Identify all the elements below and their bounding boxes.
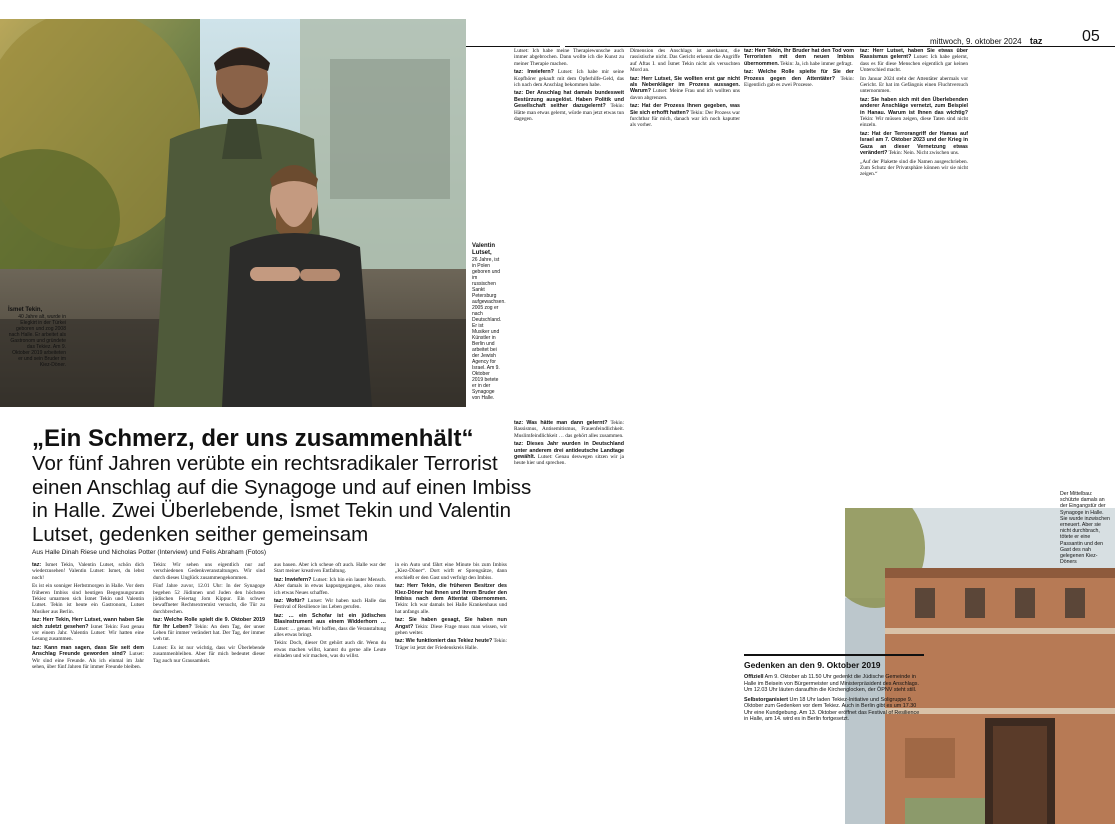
interview-question: taz: Herr Tekin, die früheren Besitzer des Kiez-Döner hat Ihnen und Ihrem Bruder den Imbiss nach dem Attentat übernommen. — [395, 583, 507, 603]
paragraph — [860, 97, 968, 129]
info-box-label-2: Selbstorganisiert — [744, 696, 789, 703]
paragraph — [630, 103, 740, 129]
paragraph — [860, 48, 968, 74]
interview-question: taz: Hat der Terrorangriff der Hamas auf Israel am 7. Oktober 2023 und der Krieg in Gaza an dieser Vernetzung etwas verändert? — [860, 130, 968, 157]
article-column-4 — [395, 562, 507, 822]
paragraph — [744, 69, 854, 88]
article-column-7 — [860, 48, 968, 488]
paragraph-text: Lutset: … genau. Wir hoffen, dass die Veranstaltung alles etwas bringt. — [274, 625, 386, 639]
interview-question: taz: Kann man sagen, dass Sie seit dem Anschlag Freunde geworden sind? — [32, 644, 144, 658]
header-rule-right — [565, 46, 1115, 47]
paragraph — [32, 645, 144, 671]
interview-question: taz: Wofür? — [274, 598, 305, 605]
interview-question: taz: Der Anschlag hat damals bundesweit Bestürzung ausgelöst. Haben Politik und Gesellschaft seither dazugelernt? — [514, 90, 624, 110]
interview-question: taz: Inwiefern? — [274, 576, 312, 583]
caption-tekin — [8, 307, 66, 368]
article-column-5 — [514, 48, 624, 428]
paragraph-text: „Auf der Plakette sind die Namen ausgeschrieben. Zum Schutz der Privatsphäre können wir sie nicht zeigen.“ — [860, 158, 968, 178]
info-box-label-1: Offiziell — [744, 674, 764, 680]
article-credit: Aus Halle Dinah Riese und Nicholas Potter (Interview) und Felis Abraham (Fotos) — [32, 549, 267, 556]
paragraph-text: Tekin: Diese Frage muss man wissen, wir gehen weiter. — [395, 623, 507, 637]
paragraph — [630, 48, 740, 74]
paragraph — [153, 645, 265, 664]
paragraph — [514, 69, 624, 88]
paragraph — [32, 617, 144, 643]
paragraph-text: Tekin: Träger ist jetzt der Friedenskreis Halle. — [395, 638, 507, 651]
paragraph-text: Tekin: An dem Tag, der unser Leben für immer verändert hat. Der Tag, der immer weh tut. — [153, 623, 265, 643]
caption-tekin-text: 40 Jahre alt, wurde in Elegkirt in der Türkei geboren und zog 2008 nach Halle. Er arbeitet als Gastronom und gründete das Tekiez. Am 9. Oktober 2019 arbeiteten er und sein Bruder im Kiez-Döner. — [8, 314, 66, 369]
paragraph-text: Tekin: Eigentlich gab es zwei Prozesse. — [744, 75, 854, 89]
paragraph-text: Ismet Tekin: Fast genau vor einem Jahr. Valentin Lutset: Wir hatten eine Lesung zusammen. — [32, 623, 144, 643]
caption-synagogue: Der Mittelbau: schützte damals an der Eingangstür der Synagoge in Halle. Sie wurde inzwischen erneuert. Aber sie nicht durchbrach, tötete er eine Passantin und den Gast des nah gelegenen Kiez-Döners — [1060, 491, 1110, 566]
interview-question: taz: Hat der Prozess Ihnen gegeben, was Sie sich erhofft hatten? — [630, 103, 740, 116]
portrait-photo-svg — [0, 19, 466, 407]
paragraph-text: Lutset: Ich habe mir seine Kopfhörer gekauft mit dem Opferhilfe-Geld, das ich nach dem Anschlag bekommen habe. — [514, 69, 624, 89]
info-box-text-2: Um 18 Uhr laden Tekiez-Initiative und Soligruppe 9. Oktober zum Gedenken vor dem Tekiez. Auch in Berlin gibt es um 17.30 Uhr eine Kundgebung. Am 13. Oktober eröffnet das Festival of Resilience in Halle, am 14. wird es in Berlin fortgesetzt. — [744, 696, 920, 722]
paragraph-text: Lutset: Wir haben nach Halle das Festival of Resilience ins Leben gerufen. — [274, 598, 386, 611]
caption-lutset-text: 26 Jahre, ist in Polen geboren und im russischen Sankt Petersburg aufgewachsen. 2005 zog er nach Deutschland. Er ist Musiker und Künstler in Berlin und arbeitet bei der Jewish Agency for Israel. Am 9. Oktober 2019 betete er in der Synagoge von Halle. — [472, 257, 506, 402]
article-headline: „Ein Schmerz, der uns zusammenhält“ — [32, 425, 474, 452]
paragraph — [32, 562, 144, 581]
paragraph — [744, 48, 854, 67]
interview-question: taz: Sie haben sich mit den Überlebenden anderer Anschläge vernetzt, zum Beispiel in Hanau. Warum ist Ihnen das wichtig? — [860, 96, 968, 116]
paragraph-text: Lutset: Ich habe meine Therapiewunsche auch immer abgebrochen. Dann wollte ich die Kunst zu meiner Therapie machen. — [514, 48, 624, 67]
paragraph-text: Tekin: Nein. Nicht zwischen uns. — [887, 150, 960, 157]
paragraph-text: Tekin: Rassismus, Antisemitismus, Frauenfeindlichkeit. Muslimfeindlichkeit … das gehört alles zusammen. — [514, 420, 624, 439]
interview-question: taz: Wie funktioniert das Tekiez heute? — [395, 638, 493, 645]
article-column-6b — [744, 48, 854, 648]
portrait-photo — [0, 19, 466, 407]
page-number-right: 05 — [1082, 28, 1100, 45]
paragraph — [274, 598, 386, 611]
article-column-1 — [32, 562, 144, 822]
paragraph — [32, 583, 144, 615]
paragraph-text: in ein Auto und fährt eine Minute bis zum Imbiss „Kiez-Döner“. Dort wirft er Sprengsätze, dann erschießt er den Gast und verfolgt den Imbiss. — [395, 562, 507, 581]
paragraph — [630, 76, 740, 102]
paragraph-text: Fünf Jahre zuvor, 12.01 Uhr: In der Synagoge begehen 52 Jüdinnen und Juden den höchsten jüdischen Feiertag Jom Kippur. Ein schwer bewaffneter Rechtsextremist versucht, die Tür zu durchbrechen. — [153, 583, 265, 615]
paragraph-text: Tekin: Der Prozess war furchtbar für mich, danach war ich noch kaputter als vorher. — [630, 109, 740, 129]
paragraph — [153, 617, 265, 643]
paragraph-text: aus bauen. Aber ich scheue oft auch. Halle war der Start meiner kreativen Entfaltung. — [274, 562, 386, 575]
interview-question: taz: … ein Schofar ist ein jüdisches Blasinstrument aus einem Widderhorn … — [274, 612, 386, 626]
paragraph — [153, 583, 265, 615]
info-box-body — [744, 674, 920, 723]
paragraph-text: Dimension des Anschlags ist anerkannt, die rassistische nicht. Das Gericht erkennt die Angriffe auf Aftas I. und İsmet Tekin nicht als versuchten Mord an. — [630, 48, 740, 74]
paragraph-text: Lutset: Wir sind eine Freunde. Als ich einmal im Jahr sehen, über fünf Jahren für immer Freunde bleiben. — [32, 651, 144, 671]
info-box-paragraph-2 — [744, 697, 920, 723]
paragraph — [860, 76, 968, 95]
paragraph-text: Tekin: Wir sehen uns eigentlich nur auf verschiedenen Gedenkveranstaltungen. Wir sind durch dieses Unglück zusammengekommen. — [153, 562, 265, 581]
paragraph-text: Lutset: Meine Frau und ich wollten uns davon abgrenzen. — [630, 88, 740, 101]
paragraph — [274, 577, 386, 596]
paragraph-text: Lutset: Ich habe gelernt, dass es für diese Menschen eigentlich gar keinen Unterschied macht. — [860, 54, 968, 74]
paragraph-text: Tekin: Ich war damals bei Halle Krankenhaus und hat anfangs alle. — [395, 602, 507, 615]
paragraph-text: Lutset: Ich bin ein lauter Mensch. Aber damals in etwas kapputgegangen, also muss ich etwas Neues schaffen. — [274, 576, 386, 596]
paragraph-text: Es ist ein sonniger Herbstmorgen in Halle. Vor dem früheren Imbiss sind heutigen Begegnungsraum Tekiez umarmen sich İsmet Tekin und Valentin Lutset. Tekin ist heute ein Gastronom, Lutset Musiker aus Berlin. — [32, 583, 144, 615]
paragraph — [395, 638, 507, 651]
paragraph — [514, 90, 624, 122]
interview-question: taz: Sie haben gesagt, Sie haben nun Angst? — [395, 617, 507, 630]
paragraph-text: Tekin: Doch, dieser Ort gehört auch dir. Wenn du etwas machen willst, kannst du gerne alle Leute einladen und wir machen, was du willst. — [274, 640, 386, 660]
interview-question: taz: Welche Rolle spielte für Sie der Prozess gegen den Attentäter? — [744, 69, 854, 82]
article-column-6 — [630, 48, 740, 648]
paragraph — [395, 617, 507, 636]
interview-question: taz: Was hätte man dann gelernt? — [514, 420, 608, 426]
caption-lutset — [472, 243, 506, 402]
article-column-2 — [153, 562, 265, 822]
paragraph — [274, 640, 386, 659]
interview-question: taz: Herr Tekin, Ihr Bruder hat den Tod vom Terroristen mit dem neuen Imbiss übernommen. — [744, 48, 854, 67]
info-box-title: Gedenken an den 9. Oktober 2019 — [744, 660, 881, 670]
interview-question: taz: Welche Rolle spielt die 9. Oktober 2019 für Ihr Leben? — [153, 617, 265, 630]
paragraph — [860, 159, 968, 178]
interview-question: taz: Inwiefern? — [514, 69, 554, 76]
interview-question: taz: Herr Tekin, Herr Lutset, wann haben Sie sich zuletzt gesehen? — [32, 617, 144, 630]
paragraph-text: Lutset: Es ist nur wichtig, dass wir Überlebende zusammenbleiben. Aber für mich bedeutet dieser Tag auch nur Grausamkeit. — [153, 644, 265, 664]
paragraph — [514, 441, 624, 467]
issue-date: mittwoch, 9. oktober 2024 — [930, 37, 1022, 46]
info-box-paragraph-1 — [744, 674, 920, 694]
paragraph-text: Tekin: Ja, ich habe immer gefragt. — [779, 60, 853, 67]
brand-logo: taz — [1029, 36, 1043, 46]
paragraph — [153, 562, 265, 581]
article-column-5b — [514, 420, 624, 820]
interview-question: taz: — [32, 562, 46, 568]
paragraph-text: Tekin: Wir müssen zeigen, diese Taten sind nicht einzeln. — [860, 116, 968, 129]
paragraph — [514, 420, 624, 439]
paragraph — [274, 562, 386, 575]
paragraph — [860, 131, 968, 157]
paragraph-text: Im Januar 2024 steht der Attentäter abermals vor Gericht. Er hat im Gefängnis einen Fluchtversuch unternommen. — [860, 75, 968, 95]
date-line — [930, 36, 1042, 46]
paragraph — [395, 583, 507, 615]
article-column-3 — [274, 562, 386, 822]
paragraph — [395, 562, 507, 581]
interview-question: taz: Herr Lutset, Sie wollten erst gar nicht als Nebenkläger im Prozess aussagen. Warum? — [630, 75, 740, 95]
paragraph — [514, 48, 624, 67]
article-subhead: Vor fünf Jahren verübte ein rechtsradikaler Terrorist einen Anschlag auf die Synagoge und auf einen Imbiss in Halle. Zwei Überlebende, İsmet Tekin und Valentin Lutset, gedenken seither gemeinsam — [32, 452, 532, 546]
paragraph-text: İsmet Tekin, Valentin Lutset, schön dich wiederzusehen! Valentin Lutset: Ismet, du lebst noch! — [32, 562, 144, 581]
interview-question: taz: Dieses Jahr wurden in Deutschland unter anderem drei antideutsche Landtage gewählt. — [514, 441, 624, 461]
paragraph — [274, 613, 386, 639]
paragraph-text: Lutset: Genau deswegen sitzen wir ja heute hier und sprechen. — [514, 454, 624, 467]
info-box-text-1: Am 9. Oktober ab 11.50 Uhr gedenkt die Jüdische Gemeinde in Halle im Beisein von Bürgermeister und Ministerpräsident des Anschlags. Um 12.03 Uhr läuten daraufhin die Kirchenglocken, der ÖPNV steht still. — [744, 674, 919, 693]
caption-tekin-name: İsmet Tekin, — [8, 307, 43, 313]
paragraph-text: Tekin: Hätte man etwas gelernt, würde man jetzt etwas tun dagegen. — [514, 103, 624, 123]
interview-question: taz: Herr Lutset, haben Sie etwas über Rassismus gelernt? — [860, 48, 968, 61]
info-box-gedenken — [744, 654, 924, 824]
caption-lutset-name: Valentin Lutset, — [472, 243, 496, 257]
